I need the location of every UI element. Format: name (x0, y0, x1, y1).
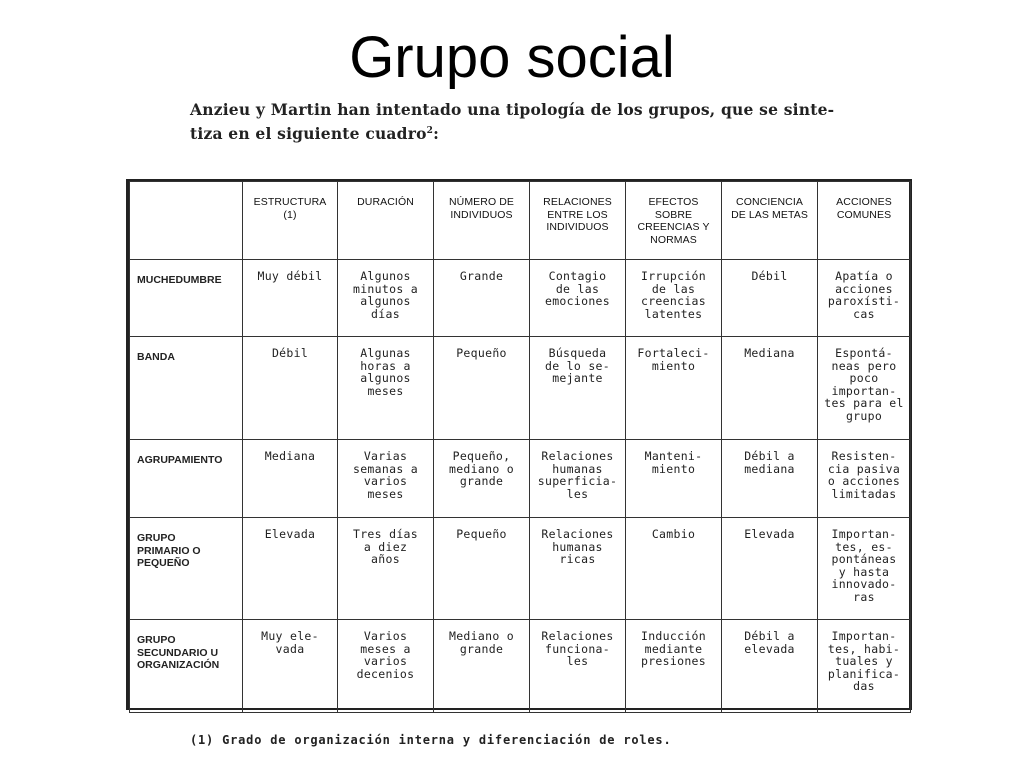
cell-text: Débil a mediana (744, 449, 795, 476)
row-label-text: AGRUPAMIENTO (137, 454, 223, 466)
cell-text: Búsqueda de lo se- mejante (544, 346, 610, 386)
cell-text: Elevada (744, 527, 795, 541)
row-muchedumbre (130, 260, 911, 337)
cell-text: Relaciones humanas ricas (541, 527, 614, 567)
row-agrupamiento (130, 440, 911, 518)
cell-text: Relaciones funciona- les (541, 629, 614, 669)
cell-text: Pequeño (456, 527, 507, 541)
header-label: ESTRUCTURA (1) (253, 196, 327, 221)
table-cell (722, 440, 818, 518)
table-cell (243, 518, 338, 620)
header-conciencia (722, 182, 818, 260)
cell-text: Muy débil (257, 269, 323, 283)
row-label-text: GRUPO SECUNDARIO U ORGANIZACIÓN (137, 634, 220, 671)
row-label (130, 440, 243, 518)
intro-line-1: Anzieu y Martin han intentado una tipología de los grupos, que se sinte- (190, 100, 835, 119)
header-estructura (243, 182, 338, 260)
cell-text: Resisten- cia pasiva o acciones limitadas (827, 449, 901, 501)
header-label: EFECTOS SOBRE CREENCIAS Y NORMAS (637, 196, 710, 246)
row-grupo-secundario (130, 620, 911, 713)
row-label-text: BANDA (137, 351, 175, 363)
row-label-text: GRUPO PRIMARIO O PEQUEÑO (137, 532, 201, 569)
cell-text: Irrupción de las creencias latentes (640, 269, 706, 321)
cell-text: Cambio (651, 527, 696, 541)
table-cell (434, 260, 530, 337)
table-cell (626, 518, 722, 620)
slide-title: Grupo social (349, 25, 675, 90)
header-label: NÚMERO DE INDIVIDUOS (448, 196, 515, 221)
footnote-ref: 2 (426, 125, 434, 136)
cell-text: Grande (459, 269, 504, 283)
table-cell (626, 620, 722, 713)
cell-text: Apatía o acciones paroxísti- cas (827, 269, 901, 321)
header-numero-individuos (434, 182, 530, 260)
typology-table (129, 181, 911, 713)
table-cell (243, 620, 338, 713)
table-cell (530, 260, 626, 337)
cell-text: Relaciones humanas superficia- les (537, 449, 618, 501)
table-cell (530, 518, 626, 620)
table-cell (530, 440, 626, 518)
table-cell (243, 260, 338, 337)
cell-text: Mediana (744, 346, 795, 360)
cell-text: Mediano o grande (448, 629, 514, 656)
table-cell (722, 518, 818, 620)
table-cell (434, 518, 530, 620)
cell-text: Pequeño, mediano o grande (448, 449, 514, 489)
cell-text: Algunas horas a algunos meses (360, 346, 411, 398)
cell-text: Importan- tes, es- pontáneas y hasta innovado- ras (831, 527, 897, 604)
row-label (130, 518, 243, 620)
cell-text: Muy ele- vada (261, 629, 319, 656)
cell-text: Contagio de las emociones (544, 269, 610, 309)
corner-cell (130, 182, 243, 260)
footnote: (1) Grado de organización interna y diferenciación de roles. (190, 733, 672, 747)
row-label (130, 260, 243, 337)
header-label: RELACIONES ENTRE LOS INDIVIDUOS (543, 196, 612, 233)
typology-table-frame (126, 179, 912, 710)
cell-text: Inducción mediante presiones (640, 629, 706, 669)
table-cell (338, 440, 434, 518)
table-cell (530, 620, 626, 713)
intro-line-2-text: tiza en el siguiente cuadro (190, 124, 427, 143)
row-grupo-primario (130, 518, 911, 620)
table-cell (626, 260, 722, 337)
table-cell (338, 620, 434, 713)
intro-line-2 (190, 122, 920, 146)
cell-text: Débil (271, 346, 309, 360)
cell-text: Débil a elevada (744, 629, 795, 656)
table-cell (434, 337, 530, 440)
cell-text: Fortaleci- miento (637, 346, 710, 373)
cell-text: Elevada (264, 527, 316, 541)
table-cell (818, 440, 911, 518)
table-cell (243, 440, 338, 518)
cell-text: Varios meses a varios decenios (356, 629, 415, 681)
header-duracion (338, 182, 434, 260)
table-cell (626, 440, 722, 518)
table-cell (722, 620, 818, 713)
table-cell (338, 260, 434, 337)
cell-text: Algunos minutos a algunos días (352, 269, 418, 321)
table-cell (434, 620, 530, 713)
header-relaciones (530, 182, 626, 260)
header-efectos (626, 182, 722, 260)
table-cell (626, 337, 722, 440)
cell-text: Tres días a diez años (352, 527, 418, 567)
intro-line-2-end: : (433, 124, 440, 143)
table-cell (530, 337, 626, 440)
cell-text: Mediana (264, 449, 316, 463)
cell-text: Pequeño (456, 346, 507, 360)
intro-paragraph (190, 98, 920, 146)
table-cell (818, 620, 911, 713)
header-label: DURACIÓN (357, 196, 414, 208)
cell-text: Importan- tes, habi- tuales y planifica- das (827, 629, 901, 694)
header-label: CONCIENCIA DE LAS METAS (731, 196, 808, 221)
cell-text: Débil (751, 269, 788, 283)
table-cell (818, 260, 911, 337)
table-cell (722, 260, 818, 337)
row-label (130, 337, 243, 440)
row-label (130, 620, 243, 713)
row-label-text: MUCHEDUMBRE (137, 274, 222, 286)
table-cell (338, 337, 434, 440)
header-acciones (818, 182, 911, 260)
table-body (130, 260, 911, 713)
header-label: ACCIONES COMUNES (836, 196, 892, 221)
table-cell (818, 518, 911, 620)
table-cell (338, 518, 434, 620)
cell-text: Varias semanas a varios meses (352, 449, 418, 501)
table-cell (818, 337, 911, 440)
cell-text: Espontá- neas pero poco importan- tes para el grupo (824, 346, 904, 423)
header-row (130, 182, 911, 260)
table-cell (722, 337, 818, 440)
table-cell (434, 440, 530, 518)
cell-text: Manteni- miento (644, 449, 703, 476)
table-cell (243, 337, 338, 440)
row-banda (130, 337, 911, 440)
